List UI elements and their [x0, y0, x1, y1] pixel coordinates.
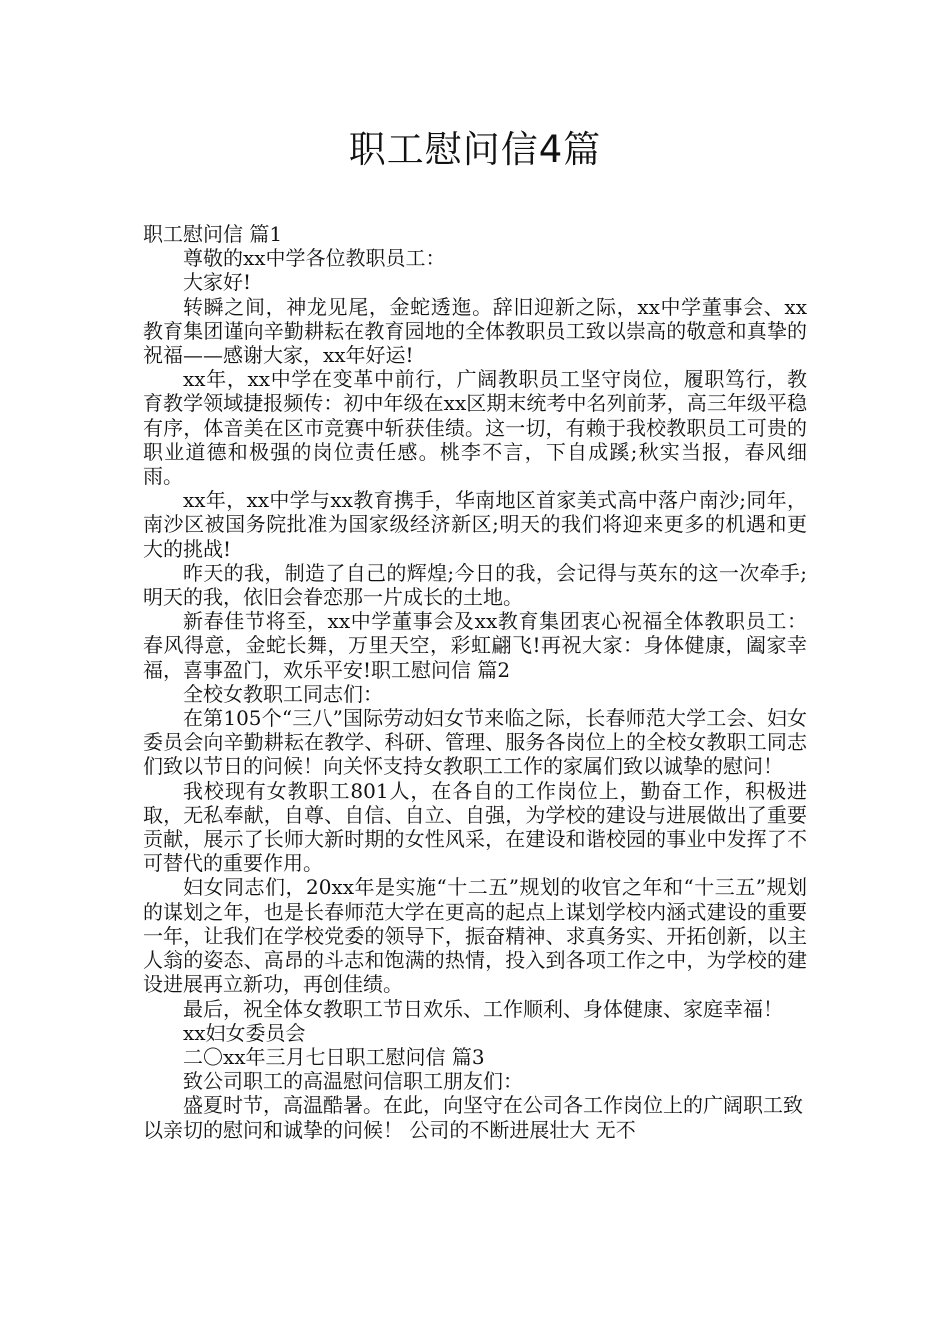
body-paragraph: 我校现有女教职工801人，在各自的工作岗位上，勤奋工作，积极进取，无私奉献，自尊、自信、自立、自强，为学校的建设与进展做出了重要贡献，展示了长师大新时期的女性风采，在建设和谐校园的事业中发挥了不可替代的重要作用。 [143, 778, 807, 876]
body-paragraph: 在第105个“三八”国际劳动妇女节来临之际，长春师范大学工会、妇女委员会向辛勤耕耘在教学、科研、管理、服务各岗位上的全校女教职工同志们致以节日的问候！向关怀支持女教职工工作的家属们致以诚挚的慰问！ [143, 706, 807, 779]
greeting-paragraph: 大家好! [183, 270, 252, 295]
body-paragraph: 昨天的我，制造了自己的辉煌;今日的我，会记得与英东的这一次牵手;明天的我，依旧会眷恋那一片成长的土地。 [143, 560, 807, 610]
salutation-paragraph: 尊敬的xx中学各位教职员工： [183, 246, 446, 271]
body-paragraph: 新春佳节将至，xx中学董事会及xx教育集团衷心祝福全体教职员工：春风得意，金蛇长舞，万里天空，彩虹翩飞!再祝大家：身体健康，阖家幸福，喜事盈门，欢乐平安!职工慰问信 篇2 [143, 609, 807, 682]
document-body [143, 222, 807, 1142]
body-paragraph: 最后，祝全体女教职工节日欢乐、工作顺利、身体健康、家庭幸福！ [183, 996, 783, 1021]
body-paragraph: xx年，xx中学与xx教育携手，华南地区首家美式高中落户南沙;同年，南沙区被国务院批准为国家级经济新区;明天的我们将迎来更多的机遇和更大的挑战! [143, 488, 807, 561]
section-heading-1: 职工慰问信 篇1 [143, 222, 283, 246]
body-paragraph: 盛夏时节，高温酷暑。在此，向坚守在公司各工作岗位上的广阔职工致以亲切的慰问和诚挚的问候！ 公司的不断进展壮大 无不 [143, 1093, 803, 1142]
body-paragraph: 妇女同志们，20xx年是实施“十二五”规划的收官之年和“十三五”规划的谋划之年，也是长春师范大学在更高的起点上谋划学校内涵式建设的重要一年，让我们在学校党委的领导下，振奋精神、求真务实、开拓创新，以主人翁的姿态、高昂的斗志和饱满的热情，投入到各项工作之中，为学校的建设进展再立新功，再创佳绩。 [143, 875, 807, 997]
salutation-paragraph: 致公司职工的高温慰问信职工朋友们： [183, 1069, 523, 1094]
body-paragraph: 转瞬之间，神龙见尾，金蛇透迤。辞旧迎新之际，xx中学董事会、xx教育集团谨向辛勤耕耘在教育园地的全体教职员工致以崇高的敬意和真挚的祝福——感谢大家，xx年好运! [143, 294, 807, 368]
salutation-paragraph: 全校女教职工同志们： [183, 681, 383, 706]
signature-paragraph: xx妇女委员会 [183, 1020, 306, 1045]
document-title: 职工慰问信4篇 [348, 128, 602, 171]
date-paragraph: 二〇xx年三月七日职工慰问信 篇3 [183, 1044, 485, 1069]
body-paragraph: xx年，xx中学在变革中前行，广阔教职员工坚守岗位，履职笃行，教育教学领域捷报频传：初中年级在xx区期末统考中名列前茅，高三年级平稳有序，体音美在区市竞赛中斩获佳绩。这一切，有赖于我校教职员工可贵的职业道德和极强的岗位责任感。桃李不言，下自成蹊;秋实当报，春风细雨。 [143, 367, 807, 489]
